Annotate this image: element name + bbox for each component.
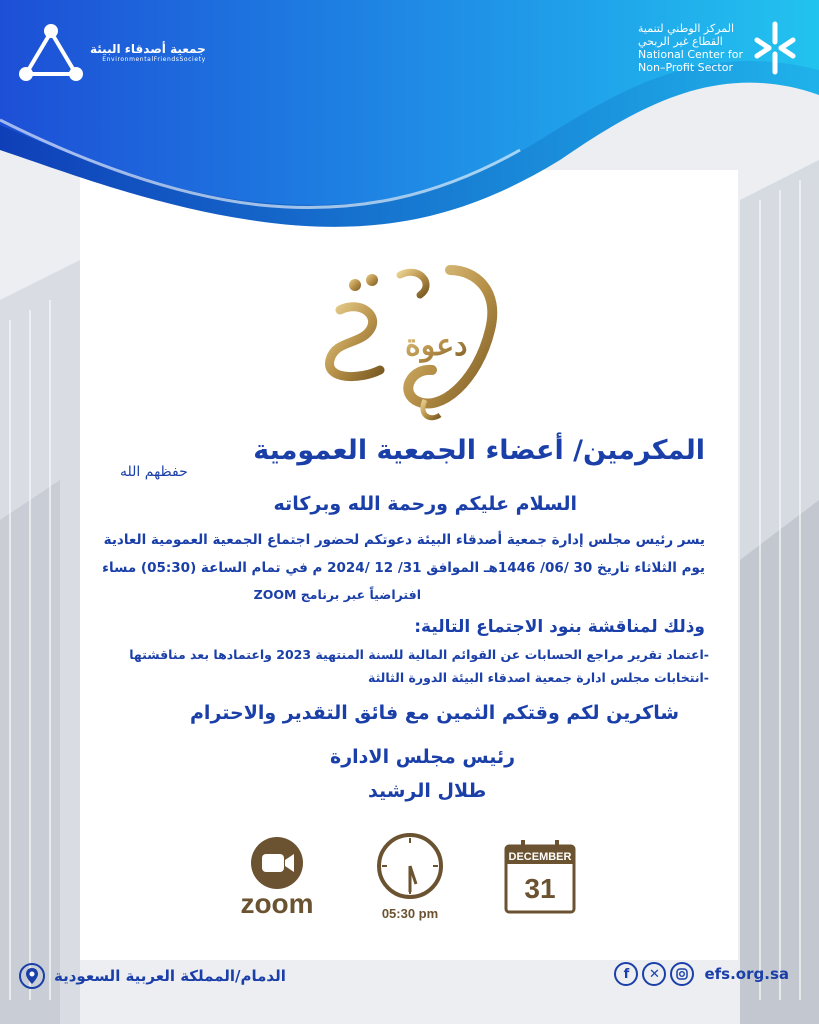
ncnp-emblem-icon bbox=[753, 20, 797, 76]
social-links bbox=[614, 962, 789, 986]
efs-logo bbox=[18, 22, 206, 82]
calendar-day: 31 bbox=[524, 873, 556, 904]
honorific: حفظهم الله bbox=[120, 464, 188, 480]
invitation-title-calligraphy bbox=[300, 250, 510, 430]
ncnp-name-en-1: National Center for bbox=[638, 48, 743, 61]
location-pin-icon bbox=[18, 962, 46, 990]
title-text: دعوة bbox=[405, 328, 468, 363]
invitation-paragraph-1: يسر رئيس مجلس إدارة جمعية أصدقاء البيئة دعوتكم لحضور اجتماع الجمعية العمومية العادية bbox=[103, 532, 705, 548]
website-link[interactable]: efs.org.sa bbox=[704, 965, 789, 983]
ncnp-name-en-2: Non–Profit Sector bbox=[638, 61, 733, 74]
agenda-item: -اعتماد تقرير مراجع الحسابات عن القوائم المالية للسنة المنتهية 2023 واعتمادها بعد مناقشتها bbox=[129, 647, 709, 662]
signature-title: رئيس مجلس الادارة bbox=[330, 746, 516, 768]
zoom-label: zoom bbox=[240, 888, 314, 917]
ncnp-name-ar-2: القطاع غير الربحي bbox=[638, 35, 723, 48]
ncnp-name-ar-1: المركز الوطني لتنمية bbox=[638, 22, 735, 35]
x-icon[interactable]: ✕ bbox=[642, 962, 666, 986]
location bbox=[18, 962, 286, 990]
ncnp-logo bbox=[638, 20, 797, 76]
recipients-heading: المكرمين/ أعضاء الجمعية العمومية bbox=[253, 435, 705, 466]
efs-name-ar: جمعية أصدقاء البيئة bbox=[90, 41, 206, 56]
agenda-title: وذلك لمناقشة بنود الاجتماع التالية: bbox=[414, 617, 705, 637]
signature-name: طلال الرشيد bbox=[368, 780, 487, 802]
instagram-icon[interactable] bbox=[670, 962, 694, 986]
location-text: الدمام/المملكة العربية السعودية bbox=[54, 967, 286, 985]
zoom-icon bbox=[232, 837, 322, 917]
efs-name-en: EnvironmentalFriendsSociety bbox=[102, 55, 206, 63]
efs-emblem-icon bbox=[18, 22, 84, 82]
invitation-paragraph-3: افتراضياً عبر برنامج ZOOM bbox=[253, 587, 421, 602]
facebook-icon[interactable]: f bbox=[614, 962, 638, 986]
agenda-item: -انتخابات مجلس ادارة جمعية اصدقاء البيئة الدورة الثالثة bbox=[367, 670, 709, 685]
calendar-month: DECEMBER bbox=[508, 851, 572, 863]
invitation-paragraph-2: يوم الثلاثاء تاريخ 30 /06/ 1446هـ الموافق 31/ 12 /2024 م في تمام الساعة (05:30) مساء bbox=[102, 560, 705, 576]
greeting: السلام عليكم ورحمة الله وبركاته bbox=[273, 493, 577, 515]
thanks-line: شاكرين لكم وقتكم الثمين مع فائق التقدير والاحترام bbox=[190, 702, 680, 724]
calendar-icon bbox=[503, 838, 577, 914]
clock-label: 05:30 pm bbox=[381, 906, 439, 921]
clock-icon bbox=[374, 832, 446, 924]
